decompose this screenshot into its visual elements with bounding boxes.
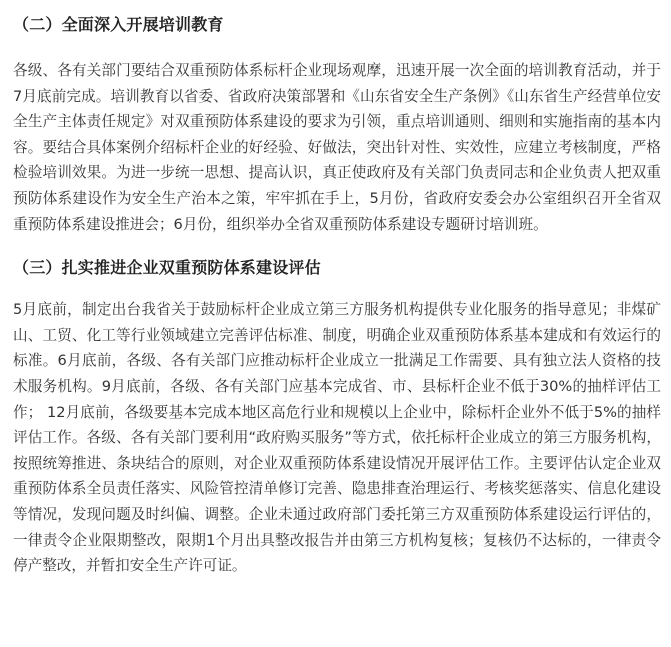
section-heading-evaluation: （三）扎实推进企业双重预防体系建设评估 bbox=[13, 258, 321, 278]
section-paragraph-evaluation: 5月底前，制定出台我省关于鼓励标杆企业成立第三方服务机构提供专业化服务的指导意见；非煤矿山、工贸、化工等行业领域建立完善评估标准、制度，明确企业双重预防体系基本建成和有效运行的标准。6月底前，各级、各有关部门应推动标杆企业成立一批满足工作需要、具有独立法人资格的技术服务机构。9月底前，各级、各有关部门应基本完成省、市、县标杆企业不低于30%的抽样评估工作； 12月底前，各级要基本完成本地区高危行业和规模以上企业中，除标杆企业外不低于5%的抽样评估工作。各级、各有关部门要利用“政府购买服务”等方式，依托标杆企业成立的第三方服务机构，按照统筹推进、条块结合的原则，对企业双重预防体系建设情况开展评估工作。主要评估认定企业双重预防体系全员责任落实、风险管控清单修订完善、隐患排查治理运行、考核奖惩落实、信息化建设等情况，发现问题及时纠偏、调整。企业未通过政府部门委托第三方双重预防体系建设运行评估的，一律责令企业限期整改，限期1个月出具整改报告并由第三方机构复核；复核仍不达标的，一律责令停产整改，并暂扣安全生产许可证。 bbox=[13, 301, 661, 575]
section-paragraph-training: 各级、各有关部门要结合双重预防体系标杆企业现场观摩，迅速开展一次全面的培训教育活动，并于7月底前完成。培训教育以省委、省政府决策部署和《山东省安全生产条例》《山东省生产经营单位安全生产主体责任规定》对双重预防体系建设的要求为引领，重点培训通则、细则和实施指南的基本内容。要结合具体案例介绍标杆企业的好经验、好做法，突出针对性、实效性，应建立考核制度，严格检验培训效果。为进一步统一思想、提高认识，真正使政府及有关部门负责同志和企业负责人把双重预防体系建设作为安全生产治本之策，牢牢抓在手上，5月份，省政府安委会办公室组织召开全省双重预防体系建设推进会；6月份，组织举办全省双重预防体系建设专题研讨培训班。 bbox=[13, 62, 661, 233]
section-heading-training: （二）全面深入开展培训教育 bbox=[13, 15, 224, 34]
